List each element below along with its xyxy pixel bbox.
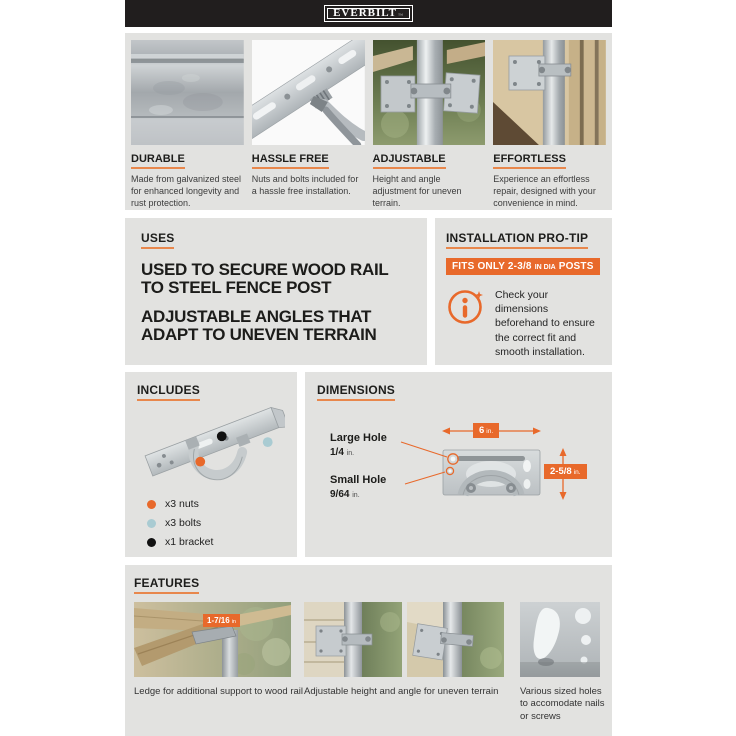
- benefit-description: Nuts and bolts included for a hassle free installation.: [251, 174, 359, 196]
- bracket-bullet: [147, 538, 156, 547]
- galvanized-steel-photo: [131, 40, 244, 145]
- benefits-section: [125, 33, 612, 210]
- various-holes-photo: [520, 602, 600, 677]
- badge-text: POSTS: [558, 261, 594, 272]
- bracket-wrench-illustration: [252, 40, 365, 145]
- adjustable-angle-photo-1: [304, 602, 402, 677]
- adjustable-bracket-photo: [373, 40, 486, 145]
- feature-caption-adjustable: Adjustable height and angle for uneven terrain: [304, 686, 499, 697]
- feature-caption-ledge: Ledge for additional support to wood rail: [134, 686, 304, 697]
- dimensions-heading: DIMENSIONS: [317, 383, 395, 401]
- uses-statement-2: ADJUSTABLE ANGLES THAT ADAPT TO UNEVEN TERRAIN: [141, 306, 377, 345]
- benefit-hassle-free: [252, 40, 365, 210]
- list-item-bolts: x3 bolts: [137, 517, 285, 529]
- bracket-kit-photo: [137, 403, 285, 491]
- fence-repair-illustration: [493, 40, 606, 145]
- dimensions-section: [305, 372, 612, 557]
- angle-bracket-illustration-2: [407, 602, 504, 677]
- metal-texture-illustration: [131, 40, 244, 145]
- nut-bullet: [147, 500, 156, 509]
- uses-statement-1: USED TO SECURE WOOD RAIL TO STEEL FENCE POST: [141, 260, 389, 298]
- includes-section: [125, 372, 297, 557]
- benefit-title: EFFORTLESS: [493, 153, 566, 169]
- features-heading: FEATURES: [134, 576, 199, 594]
- adjustable-angle-photo-2: [407, 602, 504, 677]
- bracket-marker-dot: [217, 431, 227, 441]
- benefit-title: DURABLE: [131, 153, 185, 169]
- benefit-description: Made from galvanized steel for enhanced longevity and rust protection.: [131, 174, 242, 208]
- protip-heading: INSTALLATION PRO-TIP: [446, 231, 588, 249]
- small-hole-value: 9/64 in.: [330, 489, 360, 500]
- protip-text: Check your dimensions beforehand to ensure the correct fit and smooth installation.: [495, 289, 595, 358]
- benefit-description: Experience an effortless repair, designed with your convenience in mind.: [493, 174, 596, 208]
- installed-bracket-photo: [493, 40, 606, 145]
- large-hole-label: Large Hole: [330, 432, 387, 444]
- benefit-description: Height and angle adjustment for uneven terrain.: [372, 174, 462, 208]
- includes-list: [137, 498, 285, 548]
- features-section: [125, 565, 612, 736]
- everbilt-logo: EVERBILT™: [324, 5, 413, 22]
- protip-section: [435, 218, 612, 365]
- bolt-bullet: [147, 519, 156, 528]
- benefit-durable: [131, 40, 244, 210]
- benefit-effortless: [493, 40, 606, 210]
- feature-caption-holes: Various sized holes to accomodate nails or screws: [520, 686, 605, 722]
- ledge-dimension-badge: 1-7/16 in: [203, 614, 240, 627]
- benefit-title: ADJUSTABLE: [373, 153, 446, 169]
- large-hole-value: 1/4 in.: [330, 447, 355, 458]
- trademark-symbol: ™: [397, 14, 404, 20]
- ledge-support-photo: [134, 602, 291, 677]
- bracket-kit-illustration: [137, 403, 285, 491]
- list-item-nuts: x3 nuts: [137, 498, 285, 510]
- nuts-bolts-photo: [252, 40, 365, 145]
- bolt-marker-dot: [263, 437, 273, 447]
- fits-only-badge: [446, 258, 600, 275]
- benefit-title: HASSLE FREE: [252, 153, 329, 169]
- plate-holes-illustration: [520, 602, 600, 677]
- brand-bar: [125, 0, 612, 27]
- uses-heading: USES: [141, 231, 174, 249]
- fence-post-illustration: [373, 40, 486, 145]
- includes-heading: INCLUDES: [137, 383, 200, 401]
- uses-section: [125, 218, 427, 365]
- benefit-adjustable: [373, 40, 486, 210]
- angle-bracket-illustration-1: [304, 602, 402, 677]
- width-dimension-badge: 6 in.: [473, 423, 499, 438]
- nut-marker-dot: [195, 457, 205, 467]
- list-item-bracket: x1 bracket: [137, 536, 285, 548]
- height-dimension-badge: 2-5/8 in.: [544, 464, 587, 479]
- badge-unit-text: IN DIA: [534, 264, 556, 271]
- badge-text: FITS ONLY 2-3/8: [452, 261, 532, 272]
- small-hole-label: Small Hole: [330, 474, 387, 486]
- info-icon: [446, 286, 486, 326]
